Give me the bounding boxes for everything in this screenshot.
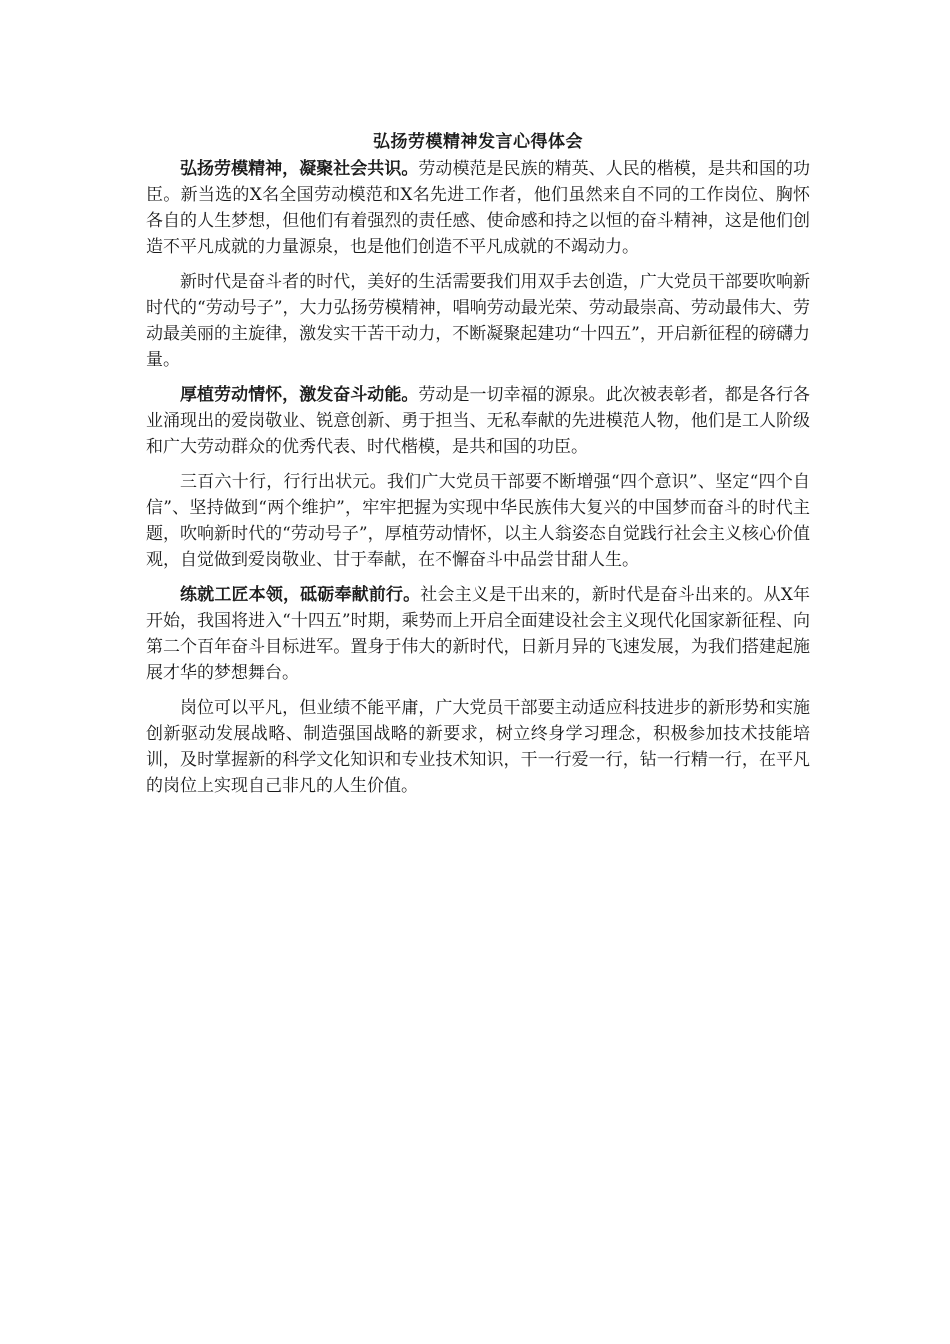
paragraph-text: 劳动模范是民族的精英、人民的楷模，是共和国的功臣。新当选的X名全国劳动模范和X名先进工作者，他们虽然来自不同的工作岗位、胸怀各自的人生梦想，但他们有着强烈的责任感、使命感和持之以恒的奋斗精神，这是他们创造不平凡成就的力量源泉，也是他们创造不平凡成就的不竭动力。 <box>146 159 811 257</box>
paragraph-1 <box>146 156 810 260</box>
paragraph-text: 岗位可以平凡，但业绩不能平庸，广大党员干部要主动适应科技进步的新形势和实施创新驱动发展战略、制造强国战略的新要求，树立终身学习理念，积极参加技术技能培训，及时掌握新的科学文化知识和专业技术知识，干一行爱一行，钻一行精一行，在平凡的岗位上实现自己非凡的人生价值。 <box>146 698 810 796</box>
paragraph-heading: 厚植劳动情怀，激发奋斗动能。 <box>180 385 419 405</box>
paragraph-3 <box>146 382 810 460</box>
paragraph-4 <box>146 469 810 573</box>
paragraph-5 <box>146 582 810 686</box>
paragraph-heading: 练就工匠本领，砥砺奉献前行。 <box>180 585 421 605</box>
document-title: 弘扬劳模精神发言心得体会 <box>373 132 583 152</box>
paragraph-2 <box>146 269 810 373</box>
paragraph-text: 三百六十行，行行出状元。我们广大党员干部要不断增强“四个意识”、坚定“四个自信”、坚持做到“两个维护”，牢牢把握为实现中华民族伟大复兴的中国梦而奋斗的时代主题，吹响新时代的“劳动号子”，厚植劳动情怀，以主人翁姿态自觉践行社会主义核心价值观，自觉做到爱岗敬业、甘于奉献，在不懈奋斗中品尝甘甜人生。 <box>146 472 810 570</box>
paragraph-text: 劳动是一切幸福的源泉。此次被表彰者，都是各行各业涌现出的爱岗敬业、锐意创新、勇于担当、无私奉献的先进模范人物，他们是工人阶级和广大劳动群众的优秀代表、时代楷模，是共和国的功臣。 <box>146 385 811 457</box>
document-body <box>146 128 810 808</box>
paragraph-heading: 弘扬劳模精神，凝聚社会共识。 <box>180 159 419 179</box>
paragraph-6 <box>146 695 810 799</box>
paragraph-text: 新时代是奋斗者的时代，美好的生活需要我们用双手去创造，广大党员干部要吹响新时代的“劳动号子”，大力弘扬劳模精神，唱响劳动最光荣、劳动最崇高、劳动最伟大、劳动最美丽的主旋律，激发实干苦干动力，不断凝聚起建功“十四五”，开启新征程的磅礴力量。 <box>146 272 810 370</box>
paragraph-text: 社会主义是干出来的，新时代是奋斗出来的。从X年开始，我国将进入“十四五”时期，乘势而上开启全面建设社会主义现代化国家新征程、向第二个百年奋斗目标进军。置身于伟大的新时代，日新月异的飞速发展，为我们搭建起施展才华的梦想舞台。 <box>146 585 810 683</box>
